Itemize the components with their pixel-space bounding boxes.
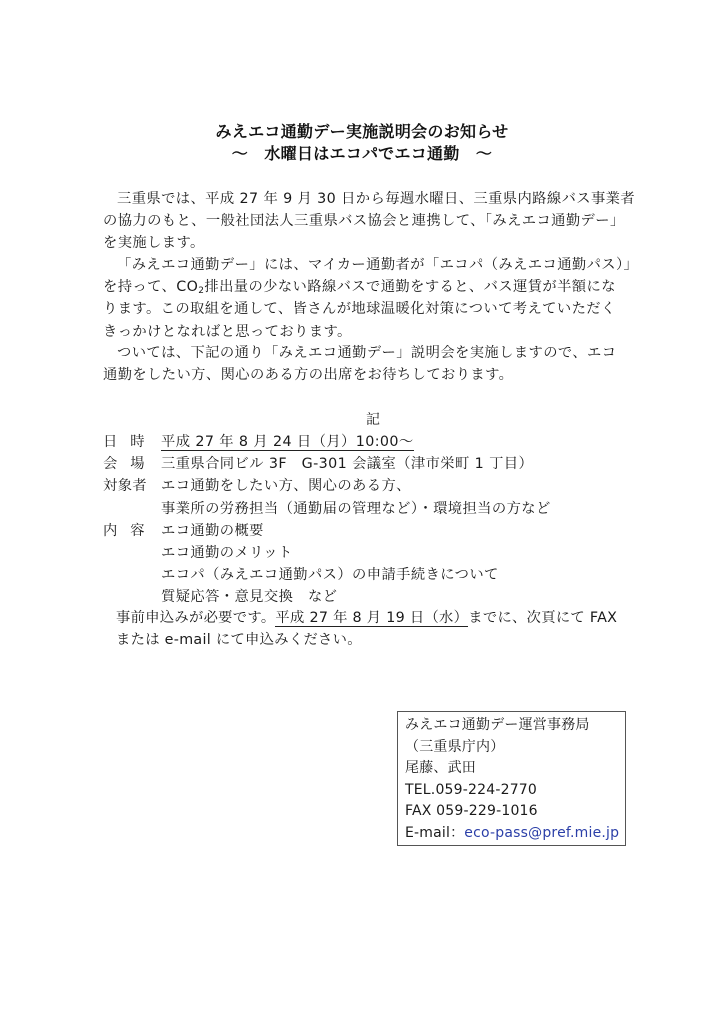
deadline-date: 平成 27 年 8 月 19 日（水） [275,610,469,626]
content-item: 質疑応答・意見交換 など [161,589,338,606]
page-subtitle: ～ 水曜日はエコパでエコ通勤 ～ [231,144,493,163]
notice-line [116,607,617,629]
notice-pre: 事前申込みが必要です。 [116,610,276,626]
detail-row-target [103,475,633,497]
content-item: エコ通勤のメリット [161,544,293,561]
registration-notice [116,607,617,651]
co2-subscript: 2 [198,286,205,297]
notice-line: または e-mail にて申込みください。 [116,632,362,649]
paragraph-line: 通勤をしたい方、関心のある方の出席をお待ちしております。 [103,367,514,384]
co2-prefix: を持って、CO [103,279,199,296]
description-paragraph [103,254,639,343]
invitation-paragraph [103,342,628,386]
venue-value: 三重県合同ビル 3F G-301 会議室（津市栄町 1 丁目） [161,456,534,473]
detail-row-target-cont [103,498,633,520]
detail-label: 対象者 [103,478,148,495]
email-link[interactable]: eco-pass@pref.mie.jp [464,824,620,841]
target-value: 事業所の労務担当（通勤届の管理など）・環境担当の方など [161,500,551,517]
contact-names: 尾藤、武田 [405,760,476,777]
contact-office: みえエコ通勤デー運営事務局 [405,717,590,733]
detail-row-content-cont [103,586,633,608]
detail-label: 内容 [103,522,158,539]
event-details [103,431,633,609]
paragraph-line: を実施します。 [103,235,205,252]
detail-row-content-cont [103,564,633,586]
detail-label: 会場 [103,456,158,473]
detail-row-venue [103,453,633,475]
paragraph-line: ります。この取組を通して、皆さんが地球温暖化対策について考えていただく [103,301,616,318]
contact-box [397,711,626,846]
event-date-value: 平成 27 年 8 月 24 日（月）10:00～ [161,434,414,450]
detail-label: 日時 [103,434,158,450]
intro-paragraph [103,188,636,255]
target-value: エコ通勤をしたい方、関心のある方、 [161,478,411,495]
email-label: E-mail： [405,824,465,841]
ki-heading: 記 [366,412,380,428]
paragraph-line [103,276,628,298]
contact-fax: FAX 059-229-1016 [405,803,538,820]
page-title: みえエコ通勤デー実施説明会のお知らせ [215,122,509,141]
contact-location: （三重県庁内） [405,738,505,755]
contact-tel: TEL.059-224-2770 [405,781,538,798]
paragraph-line: きっかけとなればと思っております。 [103,323,352,340]
notice-post: までに、次頁にて FAX [468,610,618,626]
co2-suffix: 排出量の少ない路線バスで通勤をすると、バス運賃が半額にな [204,279,616,296]
paragraph-line: ついては、下記の通り「みえエコ通勤デー」説明会を実施しますので、エコ [117,345,617,361]
content-item: エコパ（みえエコ通勤パス）の申請手続きについて [161,567,499,584]
paragraph-line: 「みえエコ通勤デー」には、マイカー通勤者が「エコパ（みえエコ通勤パス）」 [117,257,639,273]
detail-row-content [103,520,633,542]
paragraph-line: 三重県では、平成 27 年 9 月 30 日から毎週水曜日、三重県内路線バス事業者 [117,191,636,207]
paragraph-line: の協力のもと、一般社団法人三重県バス協会と連携して、「みえエコ通勤デー」 [103,213,625,230]
detail-row-content-cont [103,542,633,564]
content-item: エコ通勤の概要 [161,522,264,539]
detail-row-datetime [103,431,633,453]
contact-email-line [405,823,625,845]
